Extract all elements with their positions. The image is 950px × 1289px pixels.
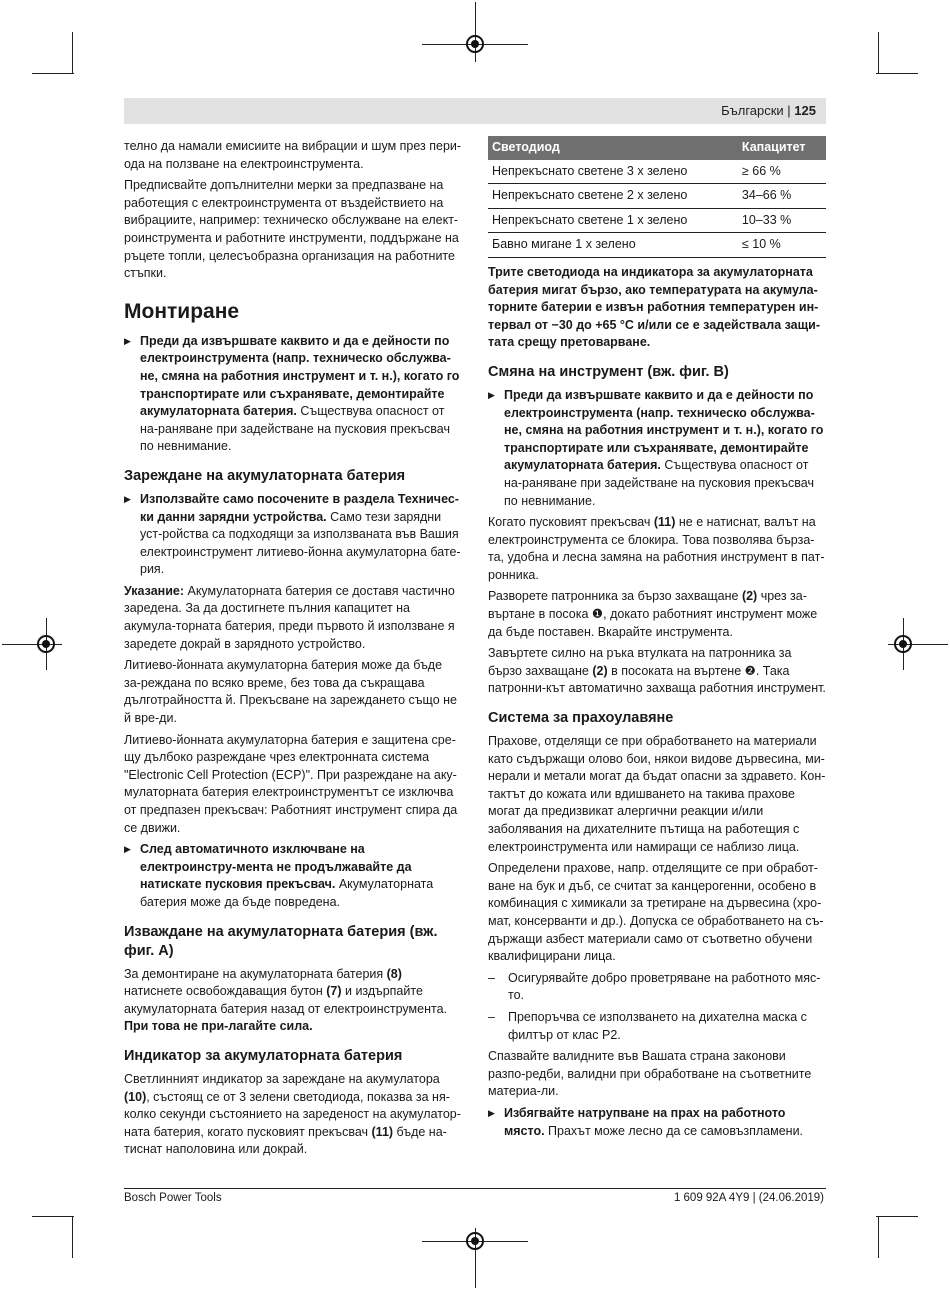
paragraph: Разворете патронника за бързо захващане (2) чрез за-въртане в посока ❶, докато работният инструмент може да бъде поставен. Вкарайте инструмента. [488,589,818,639]
heading-dust-extraction: Система за прахоулавяне [488,710,674,727]
footer-brand: Bosch Power Tools [124,1192,222,1204]
registration-target-icon [37,635,55,653]
header-label: Български | 125 [721,103,816,118]
warning-bullet: ▶ Използвайте само посочените в раздела Техничес-ки данни зарядни устройства. Само тези зарядни уст-ройства са подходящи за използваната във Вашия електроинструмент литиево-йонна акумулаторна бате-рия. [124,491,462,579]
warning-bullet: ▶ Избягвайте натрупване на прах на работното място. Прахът може лесно да се самовъзпламени. [488,1105,826,1140]
table-row: Непрекъснато светене 3 х зелено ≥ 66 % [488,160,826,184]
left-column [124,138,462,1163]
paragraph: Когато пусковият прекъсвач (11) не е натиснат, валът на електроинструмента се блокира. Това позволява бърза-та, удобна и лесна замяна на работния инструмент в пат-ронника. [488,515,825,582]
paragraph: Литиево-йонната акумулаторна батерия може да бъде за-реждана по всяко време, без това да съкращава дълготрайността й. Прекъсване на зареждането също не й вре-ди. [124,658,457,726]
registration-target-icon [466,1232,484,1250]
table-row: Непрекъснато светене 1 х зелено 10–33 % [488,208,826,233]
crop-mark [32,1216,74,1217]
table-header-row [488,136,826,160]
footer-rule [124,1188,826,1189]
registration-mark [475,2,476,62]
right-column [488,136,826,1144]
registration-target-icon [894,635,912,653]
heading-battery-indicator: Индикатор за акумулаторната батерия [124,1047,403,1064]
footer-doc-number: 1 609 92A 4Y9 | (24.06.2019) [673,1192,824,1204]
paragraph: Определени прахове, напр. отделящите се при обработ-ване на бук и дъб, се считат за канцерогенни, особено в комбинация с химикали за третиране на дървесина (хро-мат, консерванти и др.). Допуска се обработването на съ-държащи азбест материали само от съответно обучени квалифицирани лица. [488,861,824,964]
header-language: Български [721,103,784,118]
page-number: 125 [794,103,816,118]
crop-mark [878,32,879,74]
crop-mark [876,73,918,74]
dash-item: – Осигурявайте добро проветряване на работното мяс-то. [488,970,826,1005]
paragraph: телно да намали емисиите на вибрации и шум през пери-ода на ползване на електроинструмента. [124,139,462,171]
paragraph: Светлинният индикатор за зареждане на акумулатора (10), състоящ се от 3 зелени светодиода, показва за ня-колко секунди състоянието на зареденост на акумулатор-ната батерия, когато пусковият прекъсвач (11) бъде на-тиснат наполовина или докрай. [124,1071,461,1157]
crop-mark [878,1216,879,1258]
paragraph: Литиево-йонната акумулаторна батерия е защитена сре-щу дълбоко разреждане чрез електронната система "Electronic Cell Protection (ECP)". При разреждане на аку-мулаторната батерия електроинструментът се изключва от предпазен прекъсвач: Работният инструмент спира да се движи. [124,732,458,835]
warning-bullet: ▶ След автоматичното изключване на електроинстру-мента не продължавайте да натискате пусковия прекъсвач. Акумулаторната батерия може да бъде повредена. [124,841,462,911]
paragraph: Завъртете силно на ръка втулката на патронника за бързо захващане (2) в посоката на въртене ❷. Така патронни-кът автоматично захваща работния инструмент. [488,646,826,696]
crop-mark [32,73,74,74]
table-header-led: Светодиод [488,136,738,160]
heading-charging: Зареждане на акумулаторната батерия [124,467,406,484]
crop-mark [72,1216,73,1258]
warning-bullet: ▶ Преди да извършвате каквито и да е дейности по електроинструмента (напр. техническо обслужва-не, смяна на работния инструмент и т. н.), когато го транспортирате или съхранявате, демонтирайте акумулаторната батерия. Съществува опасност от на-раняване при задействане на пусковия прекъсвач по невнимание. [488,387,826,510]
dash-item: – Препоръчва се използването на дихателна маска с филтър от клас P2. [488,1009,826,1044]
table-row: Непрекъснато светене 2 х зелено 34–66 % [488,184,826,209]
crop-mark [876,1216,918,1217]
crop-mark [72,32,73,74]
page-header [124,98,826,124]
table-header-capacity: Капацитет [738,136,826,160]
paragraph: Прахове, отделящи се при обработването на материали като съдържащи олово бои, някои видове дървесина, ми-нерали и метали могат да бъдат опасни за здравето. Кон-тактът до кожата или вдишването на такива прахове могат да предизвикат алергични реакции и/или заболявания на дихателните пътища на работещия с електроинструмента или намиращи се наблизо лица. [488,734,826,854]
heading-remove-battery: Изваждане на акумулаторната батерия (вж. фиг. A) [124,923,438,959]
table-row: Бавно мигане 1 х зелено ≤ 10 % [488,233,826,258]
registration-target-icon [466,35,484,53]
paragraph: За демонтиране на акумулаторната батерия (8) натиснете освобождаващия бутон (7) и издърпайте акумулаторната батерия назад от електроинструмента. При това не при-лагайте сила. [124,966,447,1034]
led-capacity-table [488,136,826,258]
warning-bullet: ▶ Преди да извършвате каквито и да е дейности по електроинструмента (напр. техническо обслужва-не, смяна на работния инструмент и т. н.), когато го транспортирате или съхранявате, демонтирайте акумулаторната батерия. Съществува опасност от на-раняване при задействане на пусковия прекъсвач по невнимание. [124,333,462,456]
section-title-mounting: Монтиране [124,299,240,323]
heading-tool-change: Смяна на инструмент (вж. фиг. B) [488,363,729,380]
paragraph: Спазвайте валидните във Вашата страна законови разпо-редби, валидни при обработване на съответните материа-ли. [488,1049,812,1099]
temperature-warning: Трите светодиода на индикатора за акумулаторната батерия мигат бързо, ако температурата на акумула-торните батерии е извън работния температурен ин-тервал от −30 до +65 °C и/или се е задействала защи-тата срещу претоварване. [488,264,821,350]
note-paragraph: Указание: Акумулаторната батерия се доставя частично заредена. За да достигнете пълния капацитет на акумула-торната батерия, преди първото й използване я заредете докрай в зарядното устройство. [124,583,455,651]
paragraph: Предписвайте допълнителни мерки за предпазване на работещия с електроинструмента от въздействието на вибрациите, например: техническо обслужване на елект-роинструмента и работните инструменти, поддържане на ръцете топли, целесъобразна организация на работните стъпки. [124,178,459,281]
